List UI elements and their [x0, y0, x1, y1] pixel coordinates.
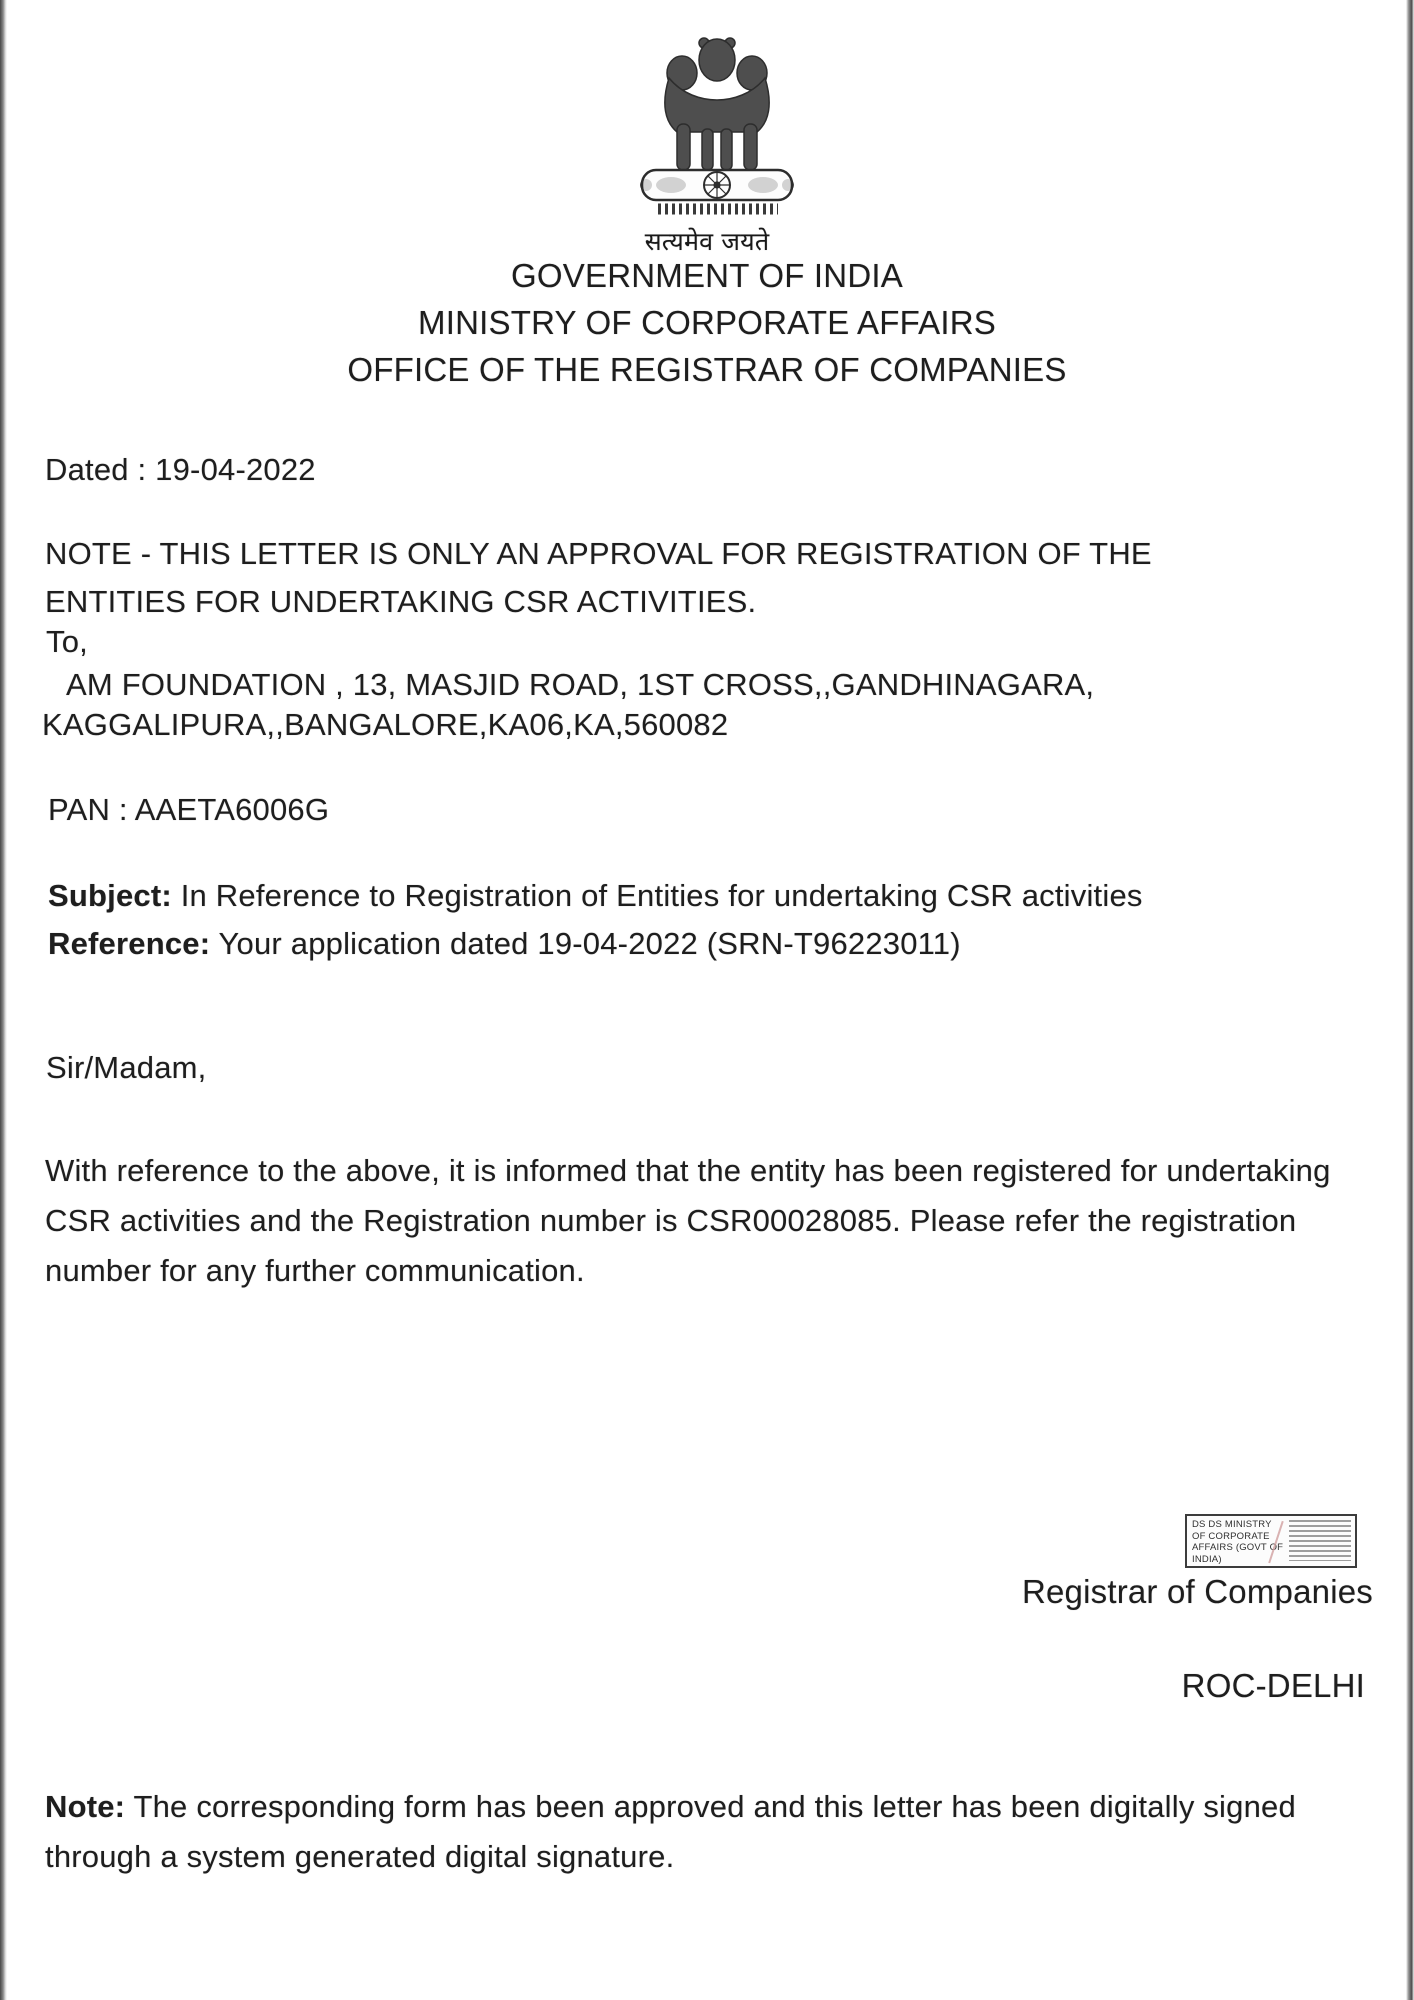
scan-left-edge-shadow	[0, 0, 7, 2000]
subject-label: Subject:	[48, 878, 172, 913]
footer-note	[45, 1782, 1296, 1882]
body-line-1: With reference to the above, it is informed that the entity has been registered for undertaking	[45, 1153, 1331, 1188]
footer-note-text-1: The corresponding form has been approved and this letter has been digitally signed	[133, 1789, 1296, 1824]
reference-line	[48, 924, 961, 964]
approval-note-line-2: ENTITIES FOR UNDERTAKING CSR ACTIVITIES.	[45, 584, 757, 619]
body-line-2: CSR activities and the Registration number is CSR00028085. Please refer the registration	[45, 1203, 1297, 1238]
government-of-india-heading: GOVERNMENT OF INDIA	[511, 257, 903, 294]
stamp-text	[1192, 1519, 1287, 1565]
scan-right-edge-shadow	[1406, 0, 1414, 2000]
stamp-text-line-3: AFFAIRS (GOVT OF	[1192, 1542, 1284, 1553]
dated-line: Dated : 19-04-2022	[45, 452, 316, 487]
registrar-title: Registrar of Companies	[1021, 1573, 1373, 1610]
to-label: To,	[46, 624, 88, 659]
address-line-2: KAGGALIPURA,,BANGALORE,KA06,KA,560082	[42, 707, 729, 742]
stamp-text-line-2: OF CORPORATE	[1192, 1530, 1270, 1542]
footer-note-label: Note:	[45, 1789, 126, 1824]
pan-line: PAN : AAETA6006G	[48, 792, 330, 827]
office-heading: OFFICE OF THE REGISTRAR OF COMPANIES	[347, 351, 1067, 388]
body-line-3: number for any further communication.	[45, 1253, 585, 1288]
subject-text: In Reference to Registration of Entities for undertaking CSR activities	[180, 878, 1143, 913]
signature-details-illegible	[1289, 1520, 1351, 1561]
digital-signature-stamp	[1185, 1514, 1357, 1568]
emblem-motto: सत्यमेव जयते	[644, 227, 770, 256]
footer-note-line-1	[45, 1782, 1296, 1832]
reference-label: Reference:	[48, 926, 211, 961]
address-line-1: AM FOUNDATION , 13, MASJID ROAD, 1ST CROSS,,GANDHINAGARA,	[66, 667, 1095, 702]
stamp-text-line-4: INDIA)	[1192, 1553, 1222, 1565]
ministry-heading: MINISTRY OF CORPORATE AFFAIRS	[418, 304, 996, 341]
reference-text: Your application dated 19-04-2022 (SRN-T96223011)	[218, 926, 961, 961]
national-emblem-icon	[632, 16, 802, 224]
footer-note-text-2: through a system generated digital signature.	[45, 1839, 675, 1874]
stamp-text-line-1: DS DS MINISTRY	[1192, 1519, 1272, 1530]
body-paragraph	[45, 1146, 1331, 1296]
roc-office: ROC-DELHI	[1181, 1667, 1365, 1704]
approval-note-line-1: NOTE - THIS LETTER IS ONLY AN APPROVAL FOR REGISTRATION OF THE	[45, 536, 1152, 571]
subject-line	[48, 876, 1143, 916]
salutation: Sir/Madam,	[46, 1050, 207, 1085]
approval-note	[45, 530, 1152, 626]
